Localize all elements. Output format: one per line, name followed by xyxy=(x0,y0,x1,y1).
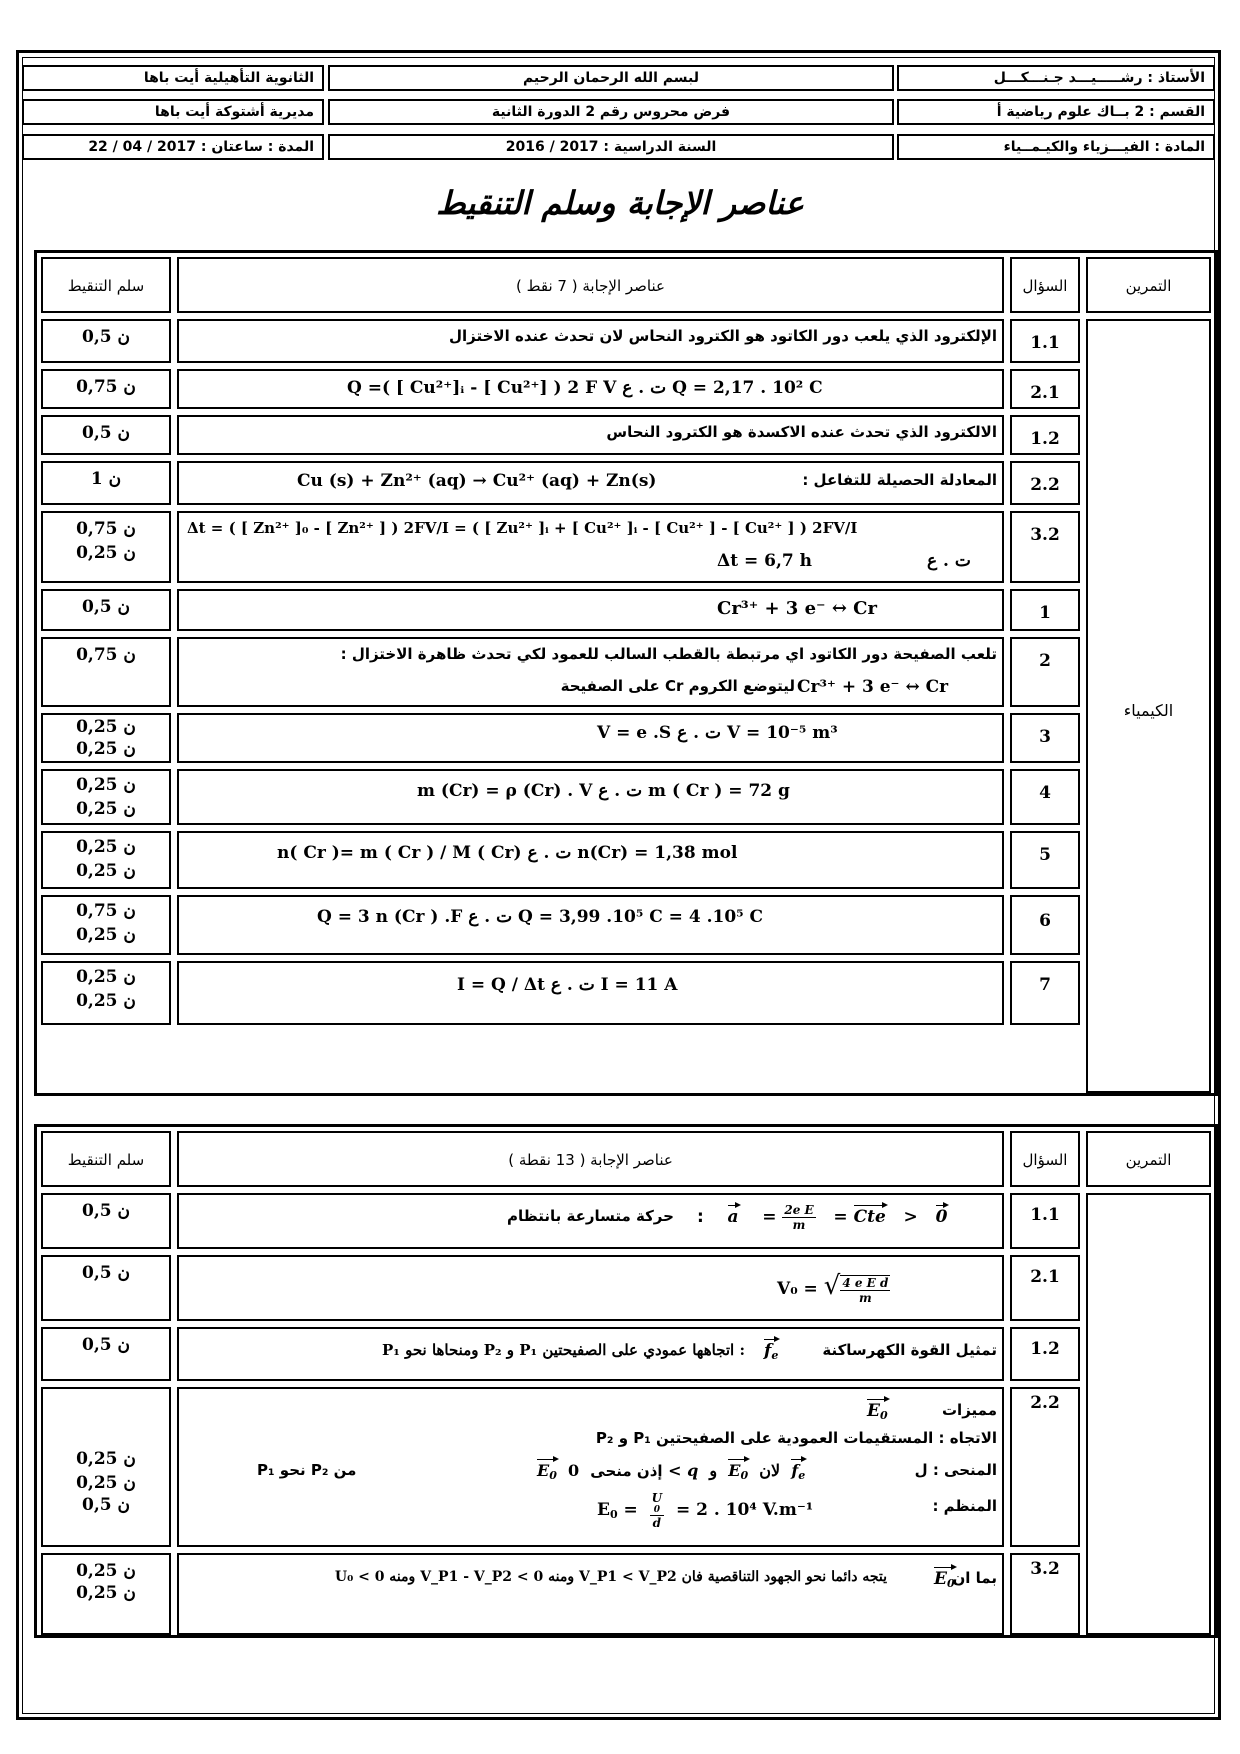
phys-row-2-formula: V₀ = √ $\frac{\text{4 e E d}}{m}$ xyxy=(777,1271,889,1305)
chem-row-9-answer-text: m (Cr) = ρ (Cr) . V ت . ع m ( Cr ) = 72 g xyxy=(417,781,790,801)
phys-row-5-answer-cell xyxy=(177,1553,1004,1635)
header-class: القسم : 2 بــاك علوم رياضية أ xyxy=(897,99,1215,125)
fraction-2eE-m: $\frac{\text{2e E}}{m}$ xyxy=(784,1203,814,1232)
chem-row-7-answer-line2: ليتوضع الكروم Cr على الصفيحة xyxy=(560,677,795,695)
phys-row-4-title: مميزات xyxy=(941,1401,997,1419)
chem-row-4-equation: Cu (s) + Zn²⁺ (aq) → Cu²⁺ (aq) + Zn(s) xyxy=(297,471,657,491)
chem-row-2-answer-text: Q =( [ Cu²⁺]ᵢ - [ Cu²⁺] ) 2 F V ت . ع Q = 2,17 . 10² C xyxy=(347,378,823,398)
phys-col-score: سلم التنقيط xyxy=(67,1151,145,1169)
chem-row-1-qnum: 1.1 xyxy=(1030,333,1060,353)
chem-row-10-answer-text: n( Cr )= m ( Cr ) / M ( Cr) ت . ع n(Cr) = 1,38 mol xyxy=(277,843,738,863)
chem-row-9-score-1: 0,25 ن xyxy=(76,775,136,795)
chem-row-6-answer-cell xyxy=(177,589,1004,631)
chem-row-12-score-2: 0,25 ن xyxy=(76,991,136,1011)
chem-row-3-answer: الالكترود الذي تحدث عنده الاكسدة هو الكترود النحاس xyxy=(606,423,997,441)
chem-row-11-score-1: 0,75 ن xyxy=(76,901,136,921)
header-duration: المدة : ساعتان : 2017 / 04 / 22 xyxy=(22,134,324,160)
phys-row-2-score: 0,5 ن xyxy=(82,1263,130,1283)
chem-row-3-score: 0,5 ن xyxy=(82,423,130,443)
header-bismillah: لبسم الله الرحمان الرحيم xyxy=(328,65,894,91)
phys-row-3-vector xyxy=(764,1337,778,1362)
chem-row-9-answer xyxy=(417,781,790,801)
phys-row-4-vector-e0 xyxy=(867,1397,888,1422)
phys-row-4-score-2: 0,25 ن xyxy=(76,1473,136,1493)
chem-row-12-answer-text: I = Q / Δt ت . ع I = 11 A xyxy=(457,975,678,995)
fraction-u0-d: U 0 d xyxy=(651,1491,663,1530)
phys-row-5-score-1: 0,25 ن xyxy=(76,1561,136,1581)
phys-row-4-sense-formula: $E_0$ إذن منحى 0 < q لان $E_0$ و $f_e$ xyxy=(537,1457,805,1482)
header-directorate: مديرية أشتوكة أيت باها xyxy=(22,99,324,125)
chem-col-question: السؤال xyxy=(1022,277,1068,295)
phys-row-4-sense2: إذن منحى xyxy=(590,1462,663,1480)
phys-row-1-text: حركة متسارعة بانتظام xyxy=(507,1207,674,1225)
phys-row-2-question-cell xyxy=(1010,1255,1080,1321)
chem-row-4-score: 1 ن xyxy=(90,469,122,489)
phys-row-1-formula: : a = $\frac{\text{2e E}}{m}$ = Cte > 0 xyxy=(697,1203,948,1232)
chem-exercise-name: الكيمياء xyxy=(1123,701,1174,720)
phys-row-4-score-1: 0,25 ن xyxy=(76,1449,136,1469)
chem-row-7-qnum: 2 xyxy=(1039,651,1051,671)
phys-row-4-sense: المنحى : ل xyxy=(914,1461,997,1479)
chemistry-table xyxy=(34,250,1218,1096)
phys-row-4-score-3: 0,5 ن xyxy=(82,1495,130,1515)
chem-row-9-qnum: 4 xyxy=(1039,783,1051,803)
chem-row-5-question-cell xyxy=(1010,511,1080,583)
chem-row-8-score-1: 0,25 ن xyxy=(76,717,136,737)
vector-cte-icon: Cte xyxy=(854,1203,886,1227)
vector-fe-icon: $f_e$ xyxy=(791,1457,805,1482)
chem-row-5-result: Δt = 6,7 h xyxy=(717,551,812,571)
vector-e0-icon: $E_0$ xyxy=(728,1457,748,1482)
chem-row-5-label: ت . ع xyxy=(927,551,971,571)
header-school: الثانوية التأهيلية أيت باها xyxy=(22,65,324,91)
chem-col-answer: عناصر الإجابة ( 7 نقط ) xyxy=(516,277,665,295)
phys-row-4-magnitude-value: = 2 . 10⁴ V.m⁻¹ xyxy=(675,1500,814,1520)
header-subject: المادة : الفيـــزياء والكيـمــياء xyxy=(897,134,1215,160)
phys-row-2-qnum: 2.1 xyxy=(1030,1267,1060,1287)
chem-row-1-score: 0,5 ن xyxy=(82,327,130,347)
vector-e0-icon: $E_0$ xyxy=(537,1457,557,1482)
chem-row-12-qnum: 7 xyxy=(1039,975,1051,995)
phys-row-5-qnum: 3.2 xyxy=(1030,1559,1060,1579)
phys-row-1-score: 0,5 ن xyxy=(82,1201,130,1221)
phys-exercise-cell xyxy=(1086,1193,1211,1635)
phys-row-4-magnitude-formula: $E_0$ = U 0 d = 2 . 10⁴ V.m⁻¹ xyxy=(597,1491,814,1530)
chem-row-11-answer xyxy=(317,907,763,927)
chem-row-8-answer xyxy=(597,723,838,743)
chem-row-11-answer-text: Q = 3 n (Cr ) .F ت . ع Q = 3,99 .10⁵ C = 4 .10⁵ C xyxy=(317,907,764,927)
chem-row-5-formula: Δt = ( [ Zn²⁺ ]₀ - [ Zn²⁺ ] ) 2FV/I = ( [ Zu²⁺ ]ᵢ + [ Cu²⁺ ]ᵢ - [ Cu²⁺ ] - [ Cu²⁺ ] ) 2FV/I xyxy=(187,519,858,537)
chem-row-2-answer xyxy=(347,378,823,398)
vector-e0-icon: $E_0$ xyxy=(934,1565,955,1590)
header-year: السنة الدراسية : 2017 / 2016 xyxy=(328,134,894,160)
chem-row-2-score: 0,75 ن xyxy=(76,377,136,397)
phys-row-4-sense3: من P₂ نحو P₁ xyxy=(257,1461,357,1479)
phys-row-5-text2: يتجه دائما نحو الجهود التناقصية فان V_P1 < V_P2 ومنه 0 > V_P1 - V_P2 ومنه 0 > U₀ xyxy=(334,1569,887,1585)
header-exam: فرض محروس رقم 2 الدورة الثانية xyxy=(328,99,894,125)
chem-row-8-answer-text: V = e .S ت . ع V = 10⁻⁵ m³ xyxy=(597,723,838,743)
physics-table xyxy=(34,1124,1218,1638)
chem-row-7-half-equation: Cr³⁺ + 3 e⁻ ↔ Cr xyxy=(797,677,949,697)
chem-row-10-score-1: 0,25 ن xyxy=(76,837,136,857)
chem-row-8-score-2: 0,25 ن xyxy=(76,739,136,759)
fraction-4eEd-m: $\frac{\text{4 e E d}}{m}$ xyxy=(842,1275,889,1305)
phys-row-3-qnum: 1.2 xyxy=(1030,1339,1060,1359)
chem-row-10-score-2: 0,25 ن xyxy=(76,861,136,881)
page-title: عناصر الإجابة وسلم التنقيط xyxy=(436,184,804,222)
chem-row-8-qnum: 3 xyxy=(1039,727,1051,747)
chem-row-10-answer xyxy=(277,843,737,863)
vector-e0-icon: $E_0$ xyxy=(867,1397,888,1422)
chem-row-4-label: المعادلة الحصيلة للتفاعل : xyxy=(802,471,997,489)
chem-row-6-score: 0,5 ن xyxy=(82,597,130,617)
chem-row-6-qnum: 1 xyxy=(1039,603,1051,623)
chem-row-2-qnum: 2.1 xyxy=(1030,383,1060,403)
chem-row-8-answer-cell xyxy=(177,713,1004,763)
chem-row-11-score-2: 0,25 ن xyxy=(76,925,136,945)
phys-row-4-magnitude: المنظم : xyxy=(932,1497,997,1515)
phys-row-3-text: تمثيل القوة الكهرساكنة xyxy=(822,1341,997,1359)
phys-row-4-qnum: 2.2 xyxy=(1030,1393,1060,1413)
vector-a-icon: a xyxy=(728,1203,739,1227)
chem-row-7-answer-line1: تلعب الصفيحة دور الكاتود اي مرتبطة بالقطب السالب للعمود لكي تحدث ظاهرة الاختزال : xyxy=(340,645,997,663)
phys-row-4-direction: الاتجاه : المستقيمات العمودية على الصفيحتين P₁ و P₂ xyxy=(595,1429,997,1447)
chem-row-1-answer: الإلكترود الذي يلعب دور الكاتود هو الكترود النحاس لان تحدث عنده الاختزال xyxy=(449,327,997,345)
phys-row-1-qnum: 1.1 xyxy=(1030,1205,1060,1225)
chem-col-score: سلم التنقيط xyxy=(67,277,145,295)
chem-col-exercise: التمرين xyxy=(1125,277,1172,295)
chem-row-3-qnum: 1.2 xyxy=(1030,429,1060,449)
phys-row-3-text2: : اتجاهها عمودي على الصفيحتين P₁ و P₂ ومنحاها نحو P₁ xyxy=(382,1341,745,1359)
phys-row-5-vector xyxy=(934,1565,955,1590)
chem-row-5-qnum: 3.2 xyxy=(1030,525,1060,545)
chem-row-7-score: 0,75 ن xyxy=(76,645,136,665)
phys-col-answer: عناصر الإجابة ( 13 نقطة ) xyxy=(508,1151,673,1169)
chem-row-6-answer: Cr³⁺ + 3 e⁻ ↔ Cr xyxy=(717,598,877,619)
vector-fe-icon: $f_e$ xyxy=(764,1337,778,1362)
phys-row-3-score: 0,5 ن xyxy=(82,1335,130,1355)
phys-col-exercise: التمرين xyxy=(1125,1151,1172,1169)
chem-row-10-qnum: 5 xyxy=(1039,845,1051,865)
chem-row-5-score-2: 0,25 ن xyxy=(76,543,136,563)
phys-row-5-score-2: 0,25 ن xyxy=(76,1583,136,1603)
chem-row-12-score-1: 0,25 ن xyxy=(76,967,136,987)
phys-row-5-text: بما ان xyxy=(952,1569,997,1587)
chem-row-5-score-1: 0,75 ن xyxy=(76,519,136,539)
chem-row-11-qnum: 6 xyxy=(1039,911,1051,931)
chem-row-7-question-cell xyxy=(1010,637,1080,707)
chem-row-4-qnum: 2.2 xyxy=(1030,475,1060,495)
header-teacher: الأستاذ : رشـــــيـــد جـنـــكـــل xyxy=(897,65,1215,91)
chem-row-9-score-2: 0,25 ن xyxy=(76,799,136,819)
phys-row-2-lhs: V₀ = xyxy=(777,1279,818,1299)
chem-row-12-answer xyxy=(457,975,677,995)
phys-col-question: السؤال xyxy=(1022,1151,1068,1169)
vector-zero-icon: 0 xyxy=(936,1203,948,1227)
